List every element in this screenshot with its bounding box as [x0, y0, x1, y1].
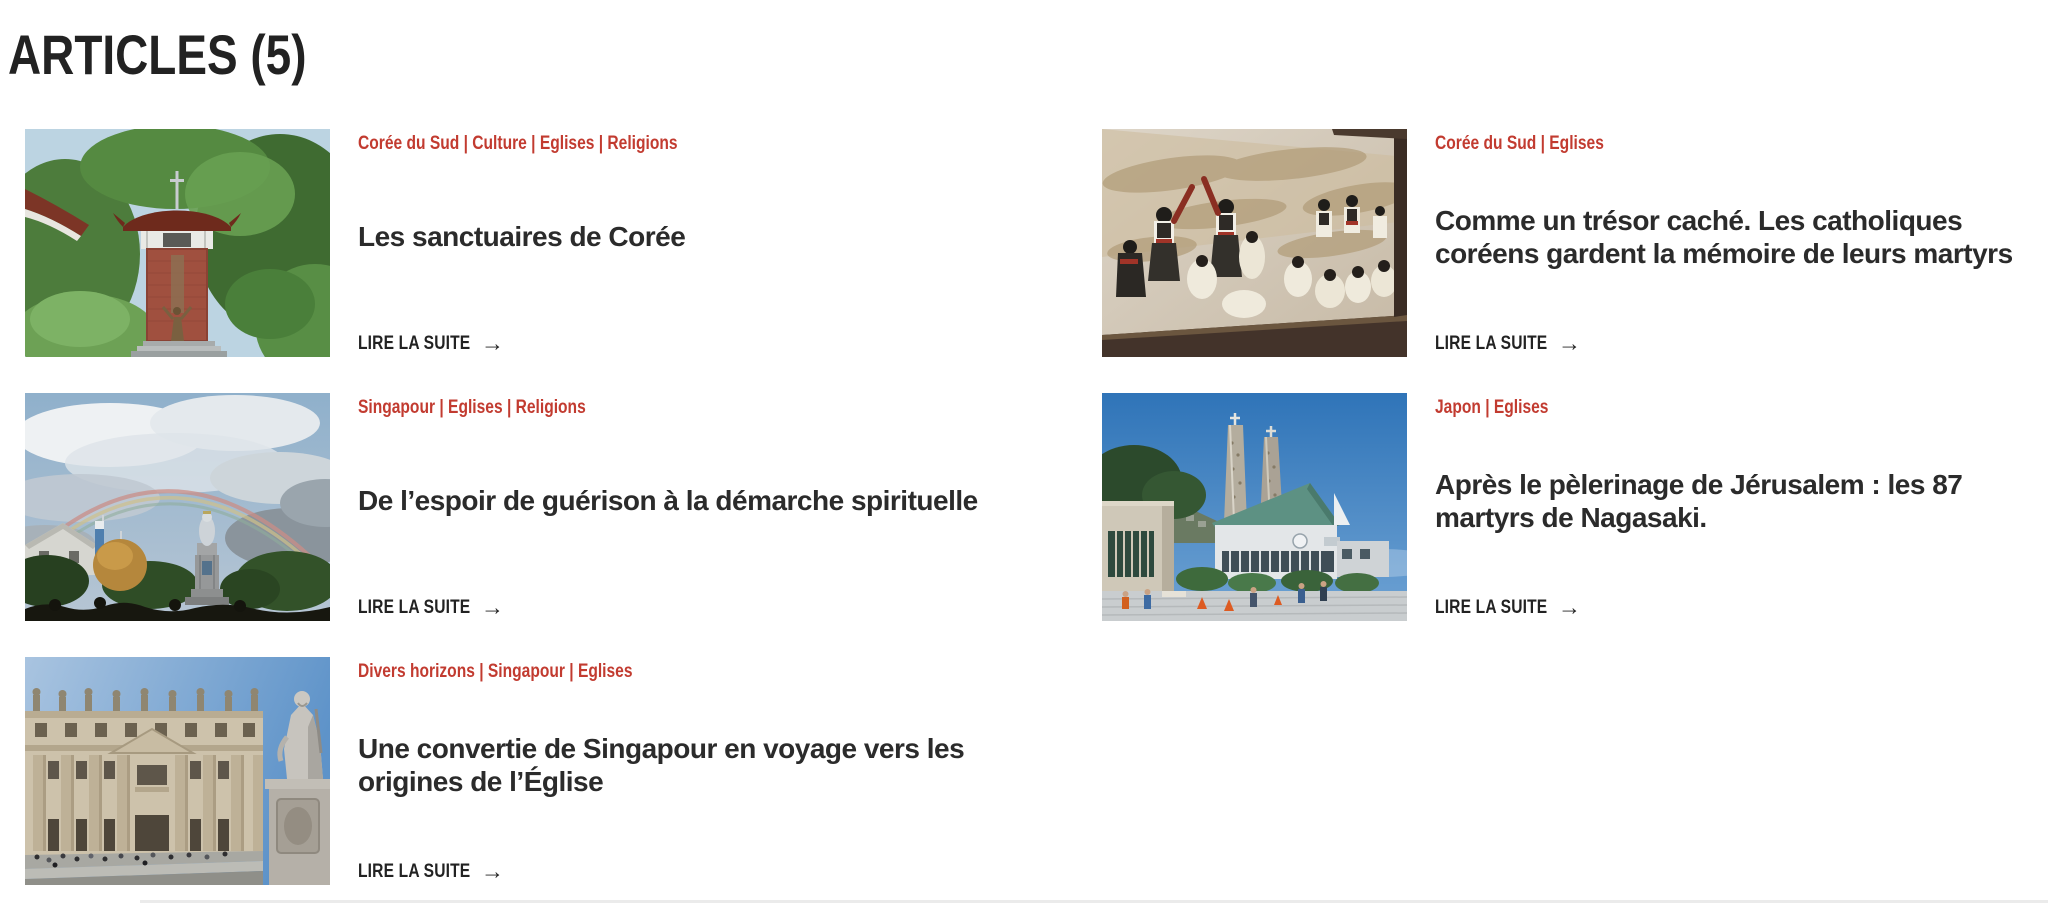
article-title[interactable]: Les sanctuaires de Corée	[358, 221, 686, 253]
read-more-link[interactable]: LIRE LA SUITE →	[1435, 594, 1582, 621]
article-categories[interactable]: Japon | Eglises	[1435, 397, 1549, 419]
article-card	[1102, 129, 2044, 357]
rainbow-over-marian-statue-photo	[25, 393, 330, 621]
article-thumbnail-link[interactable]	[25, 129, 330, 357]
section-divider	[140, 900, 2048, 903]
article-title[interactable]: Comme un trésor caché. Les catholiques coréens gardent la mémoire de leurs martyrs	[1435, 204, 2013, 269]
article-text-block	[1435, 129, 2044, 357]
article-thumbnail-link[interactable]	[1102, 129, 1407, 357]
article-categories[interactable]: Corée du Sud | Eglises	[1435, 133, 1604, 155]
article-card	[25, 657, 1030, 885]
article-title[interactable]: De l’espoir de guérison à la démarche spirituelle	[358, 485, 978, 517]
read-more-link[interactable]: LIRE LA SUITE →	[358, 858, 505, 885]
read-more-link[interactable]: LIRE LA SUITE →	[1435, 330, 1582, 357]
article-text-block	[358, 129, 1030, 357]
article-card	[1102, 393, 2044, 621]
arrow-right-icon: →	[1558, 594, 1582, 621]
page-title: ARTICLES (5)	[8, 23, 307, 86]
article-thumbnail-link[interactable]	[1102, 393, 1407, 621]
korean-shrine-tower-photo	[25, 129, 330, 357]
article-title[interactable]: Une convertie de Singapour en voyage vers les origines de l’Église	[358, 732, 965, 797]
article-text-block	[1435, 393, 2044, 621]
article-card	[25, 393, 1030, 621]
article-text-block	[358, 393, 1030, 621]
articles-grid	[25, 129, 2044, 885]
article-thumbnail-link[interactable]	[25, 393, 330, 621]
read-more-link[interactable]: LIRE LA SUITE →	[358, 594, 505, 621]
article-text-block	[358, 657, 1030, 885]
st-peters-basilica-photo	[25, 657, 330, 885]
article-title[interactable]: Après le pèlerinage de Jérusalem : les 87 martyrs de Nagasaki.	[1435, 468, 1963, 533]
korean-martyrs-painting-photo	[1102, 129, 1407, 357]
nagasaki-martyrs-church-photo	[1102, 393, 1407, 621]
article-categories[interactable]: Divers horizons | Singapour | Eglises	[358, 661, 633, 683]
article-card	[25, 129, 1030, 357]
article-categories[interactable]: Corée du Sud | Culture | Eglises | Religions	[358, 133, 678, 155]
arrow-right-icon: →	[481, 594, 505, 621]
arrow-right-icon: →	[481, 858, 505, 885]
read-more-link[interactable]: LIRE LA SUITE →	[358, 330, 505, 357]
arrow-right-icon: →	[481, 330, 505, 357]
arrow-right-icon: →	[1558, 330, 1582, 357]
article-thumbnail-link[interactable]	[25, 657, 330, 885]
article-categories[interactable]: Singapour | Eglises | Religions	[358, 397, 586, 419]
